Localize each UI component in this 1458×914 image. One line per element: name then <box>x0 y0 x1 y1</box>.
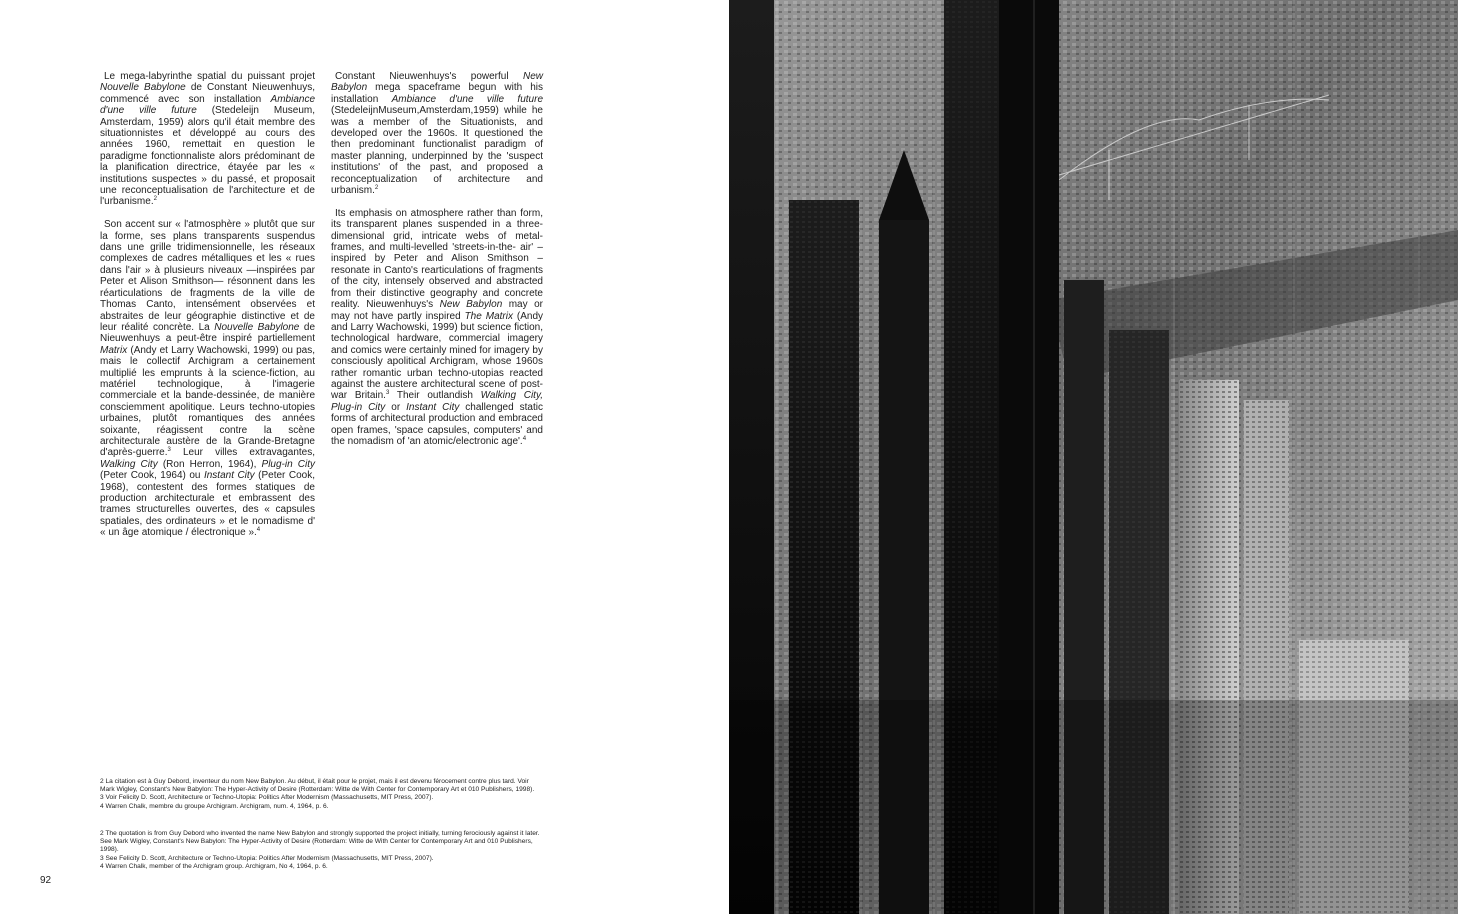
text-run: may or may not have partly inspired <box>331 299 543 322</box>
footnote: 3 Voir Felicity D. Scott, Architecture or Techno-Utopia: Politics After Modernism (Massachusetts, MIT Press, 2007). <box>100 794 434 802</box>
text-run: Leur villes extravagantes, <box>170 447 315 459</box>
footnote-ref: 4 <box>522 435 527 442</box>
english-text-column <box>331 71 543 459</box>
italic-title: Instant City <box>406 401 460 413</box>
text-run: (Andy and Larry Wachowski, 1999) but science fiction, technological hardware, commercial imagery and comics were certainly mined for imagery by consciously apolitical Archigram, whose 1960s rather romantic urban techno-utopias reacted against the austere architectural scene of post-war Britain. <box>331 310 544 402</box>
french-text-column <box>100 71 315 550</box>
footnote: 4 Warren Chalk, membre du groupe Archigram. Archigram, num. 4, 1964, p. 6. <box>100 802 329 810</box>
italic-title: Nouvelle Babylone <box>100 82 186 94</box>
french-footnotes <box>100 778 545 811</box>
text-run: Its emphasis on atmosphere rather than form, its transparent planes suspended in a three-dimensional grid, intricate webs of metal-frames, and multi-levelled 'streets-in-the- air' – inspired by Peter and Alison Smithson – resonate in Canto's rearticulations of fragments of the city, intensely observed and abstracted from their distinctive geography and concrete reality. Nieuwenhuys's <box>331 207 543 311</box>
footnote: 2 The quotation is from Guy Debord who invented the name New Babylon and strongly supported the project initially, turning ferociously against it later. See Mark Wigley, Constant's New Babylon: The Hyper-Activity of Desire (Rotterdam: Witte de With Center for Contemporary Art and 010 Publishers, 1998). <box>100 830 540 854</box>
footnote: 4 Warren Chalk, member of the Archigram group. Archigram, No 4, 1964, p. 6. <box>100 862 328 870</box>
text-run: Their outlandish <box>389 390 481 402</box>
text-run: (Peter Cook, 1964) ou <box>100 470 204 482</box>
text-run: Le mega-labyrinthe spatial du puissant projet <box>104 71 315 82</box>
footnote: 3 See Felicity D. Scott, Architecture or Techno-Utopia: Politics After Modernism (Massachusetts, MIT Press, 2007). <box>100 854 434 862</box>
city-photograph <box>729 0 1458 914</box>
french-paragraph <box>100 219 315 538</box>
footnote-ref: 3 <box>167 447 171 454</box>
footnote-ref: 2 <box>374 185 379 192</box>
city-photograph-image <box>729 0 1458 914</box>
italic-title: Matrix <box>100 344 128 356</box>
italic-title: Walking City <box>100 458 158 470</box>
footnote: 2 La citation est à Guy Debord, inventeur du nom New Babylon. Au début, il était pour le projet, mais il est devenu férocement contre plus tard. Voir Mark Wigley, Constant's New Babylon: The Hyper-Activity of Desire (Rotterdam: Witte de With Center for Contemporary Art et 010 Publishers, 1998). <box>100 778 535 794</box>
text-run: (Andy et Larry Wachowski, 1999) ou pas, mais le collectif Archigram a certainement multiplié les emprunts à la science-fiction, au matériel technologique, à l'imagerie commerciale et la bande-dessinée, de manière consciemment apolitique. Leurs techno-utopies urbaines, plutôt romantiques des années soixante, réagissent contre la scène architecturale austère de la Grande-Bretagne d'après-guerre. <box>100 344 315 459</box>
italic-title: Walking City, Plug-in City <box>331 390 543 413</box>
english-paragraph <box>331 71 543 196</box>
italic-title: Ambiance d'une ville future <box>391 93 544 105</box>
footnote-ref: 2 <box>153 196 157 203</box>
italic-title: Instant City <box>203 470 255 482</box>
text-run: Son accent sur « l'atmosphère » plutôt que sur la forme, ses plans transparents suspendus dans une grille tridimensionnelle, les réseaux complexes de cadres métalliques et les « rues dans l'air » à plusieurs niveaux —inspirées par Peter et Alison Smithson— résonnent dans les réarticulations de fragments de la ville de Thomas Canto, intensément observées et abstraites de leur géographie distinctive et de leur réalité concrète. La <box>100 219 315 333</box>
text-run: (Peter Cook, 1968), contestent des formes statiques de production architecturale et embrassent des trames structurelles ouvertes, des « capsules spatiales, des ordinateurs » et le nomadisme d' « un âge atomique / électronique ». <box>100 470 315 539</box>
text-run: or <box>385 401 407 413</box>
italic-title: Nouvelle Babylone <box>214 321 300 333</box>
page-number: 92 <box>40 875 52 886</box>
text-run: de Constant Nieuwenhuys, commencé avec son installation <box>100 82 315 105</box>
text-run: (Stedeleijn Museum, Amsterdam, 1959) alors qu'il était membre des situationnistes et développé au cours des années 1960, remettait en question le paradigme fonctionnaliste alors prédominant de la planification directrice, étayée par les « institutions suspectes » du passé, et proposait une reconceptualisation de l'architecture et de l'urbanisme. <box>100 105 316 208</box>
footnote-ref: 4 <box>256 527 261 534</box>
italic-title: New Babylon <box>439 299 503 311</box>
italic-title: Ambiance d'une ville future <box>100 93 315 117</box>
english-paragraph <box>331 208 543 448</box>
text-run: Constant Nieuwenhuys's powerful <box>335 71 523 82</box>
italic-title: The Matrix <box>464 310 513 322</box>
italic-title: New Babylon <box>331 71 543 94</box>
footnote-ref: 3 <box>385 390 390 397</box>
french-paragraph <box>100 71 315 208</box>
english-footnotes <box>100 830 545 871</box>
italic-title: Plug-in City <box>261 458 315 470</box>
text-run: challenged static forms of architectural production and embraced open frames, 'space capsules, computers' and the nomadism of 'an atomic/electronic age'. <box>331 401 543 447</box>
text-run: (Ron Herron, 1964), <box>157 458 262 470</box>
text-run: mega spaceframe begun with his installation <box>331 82 543 105</box>
text-run: de Nieuwenhuys a peut-être inspiré partiellement <box>100 321 316 345</box>
text-run: (StedeleijnMuseum,Amsterdam,1959) while he was a member of the Situationists, and developed over the 1960s. It questioned the then predominant functionalist paradigm of master planning, underpinned by the 'suspect institutions' of the past, and proposed a reconceptualization of architecture and urbanism. <box>331 105 543 197</box>
